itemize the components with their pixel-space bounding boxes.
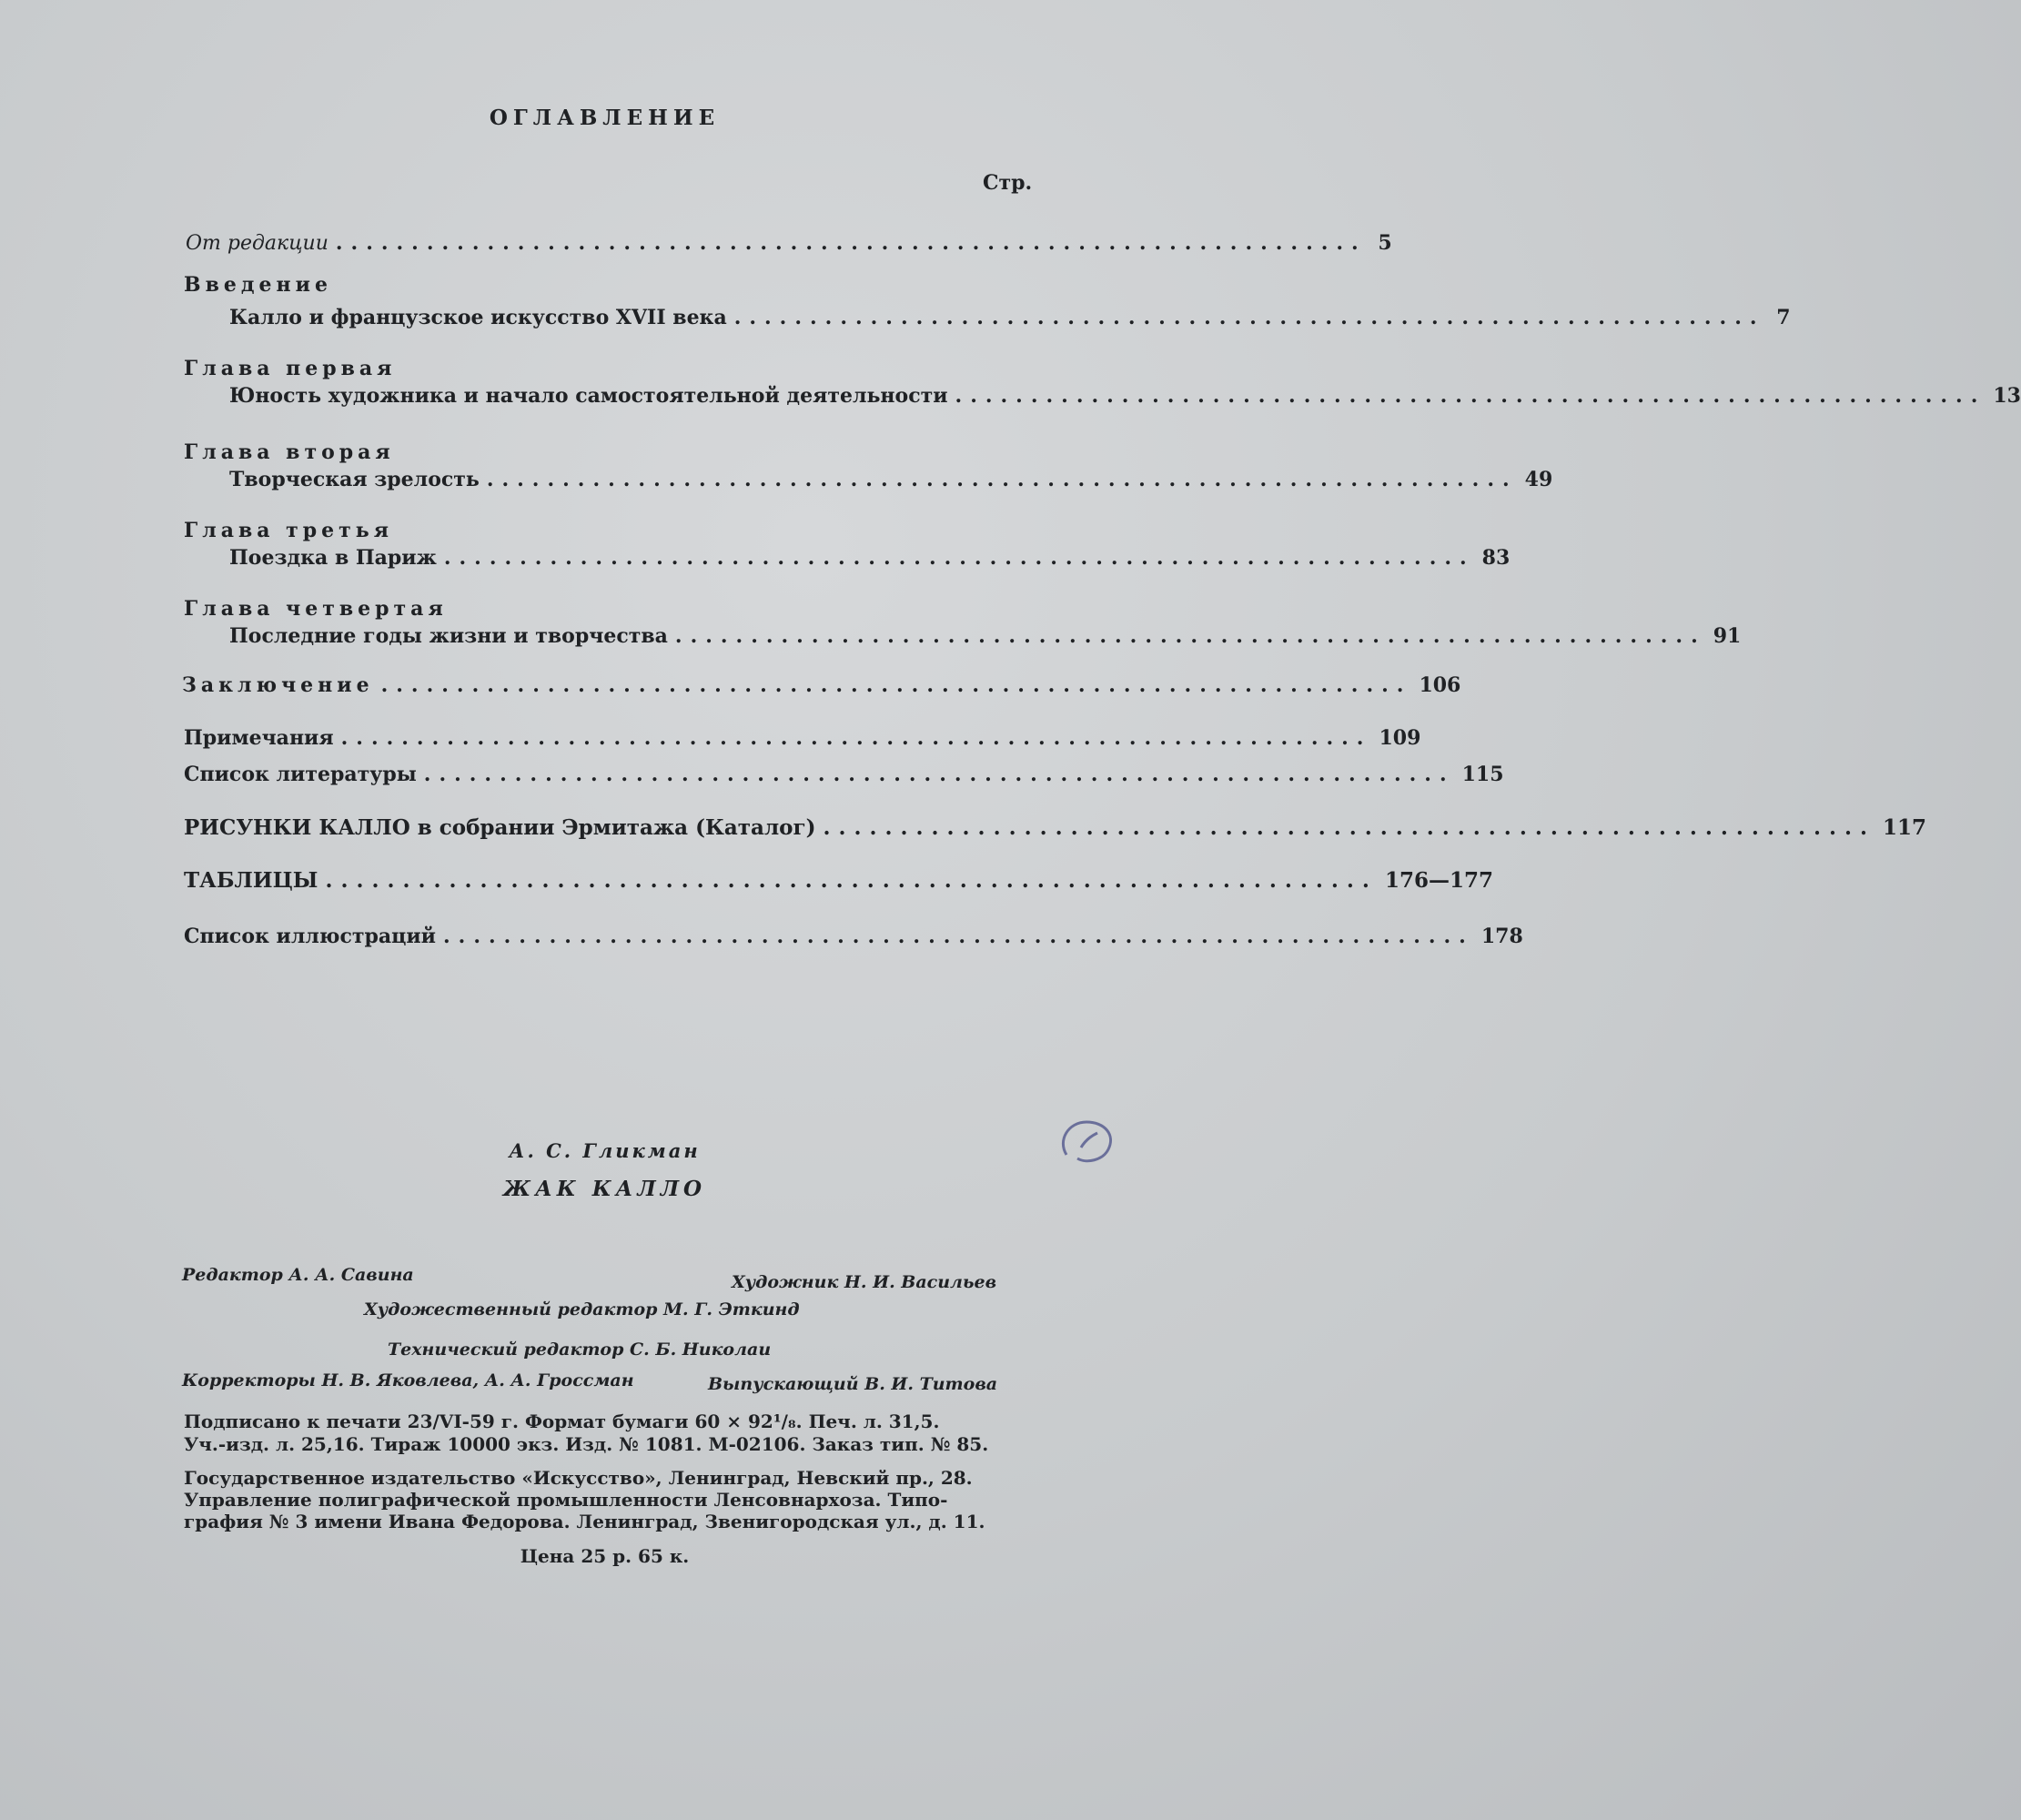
toc-entry-label: Список литературы	[184, 763, 417, 786]
toc-entry-glava2	[229, 468, 1553, 491]
credit-editor: Редактор А. А. Савина	[182, 1265, 414, 1285]
toc-entry-page: 49	[1524, 468, 1553, 491]
toc-entry-vvedenie	[229, 306, 1791, 329]
toc-entry-tablitsy	[184, 868, 1493, 893]
toc-entry-label: От редакции	[186, 232, 328, 255]
credit-correctors: Корректоры Н. В. Яковлева, А. А. Гроссман	[182, 1370, 634, 1390]
toc-entry-glava4	[229, 624, 1742, 648]
toc-heading-glava2: Глава вторая	[184, 440, 395, 464]
credit-art-editor: Художественный редактор М. Г. Эткинд	[364, 1299, 800, 1320]
toc-entry-zakl	[182, 673, 1461, 697]
toc-entry-ot-redaktsii	[186, 231, 1392, 255]
toc-entry-page: 109	[1379, 726, 1421, 750]
toc-entry-label: Юность художника и начало самостоятельной деятельности	[229, 384, 948, 408]
imprint-line: Уч.-изд. л. 25,16. Тираж 10000 экз. Изд. № 1081. М-02106. Заказ тип. № 85.	[184, 1433, 989, 1455]
toc-entry-risunki	[184, 815, 1926, 840]
toc-entry-label: Заключение	[182, 673, 374, 697]
toc-entry-label: ТАБЛИЦЫ	[184, 868, 318, 893]
toc-title: ОГЛАВЛЕНИЕ	[489, 106, 721, 130]
dot-leader: ....................................................................	[443, 925, 1474, 948]
dot-leader: ....................................................................	[443, 546, 1475, 570]
imprint-line: Государственное издательство «Искусство», Ленинград, Невский пр., 28.	[184, 1467, 973, 1489]
credit-tech-editor: Технический редактор С. Б. Николаи	[388, 1340, 772, 1360]
toc-entry-page: 83	[1481, 546, 1511, 570]
imprint-line: Подписано к печати 23/VI-59 г. Формат бумаги 60 × 92¹/₈. Печ. л. 31,5.	[184, 1410, 940, 1432]
toc-entry-page: 117	[1882, 815, 1926, 840]
toc-entry-label: РИСУНКИ КАЛЛО в собрании Эрмитажа (Каталог)	[184, 815, 816, 840]
dot-leader: ....................................................................	[423, 763, 1455, 786]
toc-entry-label: Калло и французское искусство XVII века	[229, 306, 727, 329]
credit-artist: Художник Н. И. Васильев	[732, 1272, 997, 1292]
toc-entry-page: 176—177	[1384, 868, 1493, 893]
book-title: ЖАК КАЛЛО	[502, 1177, 707, 1201]
toc-entry-label: Примечания	[184, 726, 334, 750]
page-column-label: Стр.	[983, 171, 1033, 195]
toc-entry-page: 7	[1776, 306, 1791, 329]
dot-leader: ....................................................................	[823, 815, 1875, 840]
imprint-line: Управление полиграфической промышленности Ленсовнархоза. Типо-	[184, 1489, 948, 1511]
toc-entry-page: 5	[1378, 231, 1392, 255]
toc-entry-glava3	[229, 546, 1511, 570]
toc-entry-label: Последние годы жизни и творчества	[229, 624, 668, 648]
toc-entry-page: 106	[1419, 673, 1461, 697]
dot-leader: ....................................................................	[955, 384, 1986, 408]
dot-leader: ....................................................................	[733, 306, 1765, 329]
dot-leader: ....................................................................	[380, 673, 1412, 697]
toc-entry-label: Список иллюстраций	[184, 925, 436, 948]
price: Цена 25 р. 65 к.	[520, 1545, 690, 1567]
dot-leader: ....................................................................	[486, 468, 1518, 491]
toc-entry-page: 13	[1993, 384, 2021, 408]
toc-entry-label: Творческая зрелость	[229, 468, 480, 491]
toc-entry-illustr	[184, 925, 1523, 948]
credit-release: Выпускающий В. И. Титова	[708, 1374, 998, 1394]
imprint-line: графия № 3 имени Ивана Федорова. Ленинград, Звенигородская ул., д. 11.	[184, 1511, 985, 1532]
dot-leader: ....................................................................	[325, 868, 1378, 893]
toc-entry-page: 115	[1461, 763, 1504, 786]
toc-heading-glava4: Глава четвертая	[184, 597, 448, 621]
dot-leader: ....................................................................	[335, 231, 1367, 255]
toc-heading-glava3: Глава третья	[184, 519, 393, 542]
dot-leader: ....................................................................	[340, 726, 1372, 750]
toc-entry-glava1	[229, 384, 2021, 408]
dot-leader: ....................................................................	[674, 624, 1706, 648]
toc-entry-prim	[184, 726, 1421, 750]
toc-entry-label: Поездка в Париж	[229, 546, 437, 570]
toc-heading-glava1: Глава первая	[184, 357, 397, 380]
toc-entry-lit	[184, 763, 1504, 786]
toc-entry-page: 178	[1480, 925, 1523, 948]
toc-entry-page: 91	[1713, 624, 1742, 648]
book-author: А. С. Гликман	[509, 1139, 701, 1162]
toc-heading-vvedenie: Введение	[184, 273, 332, 297]
